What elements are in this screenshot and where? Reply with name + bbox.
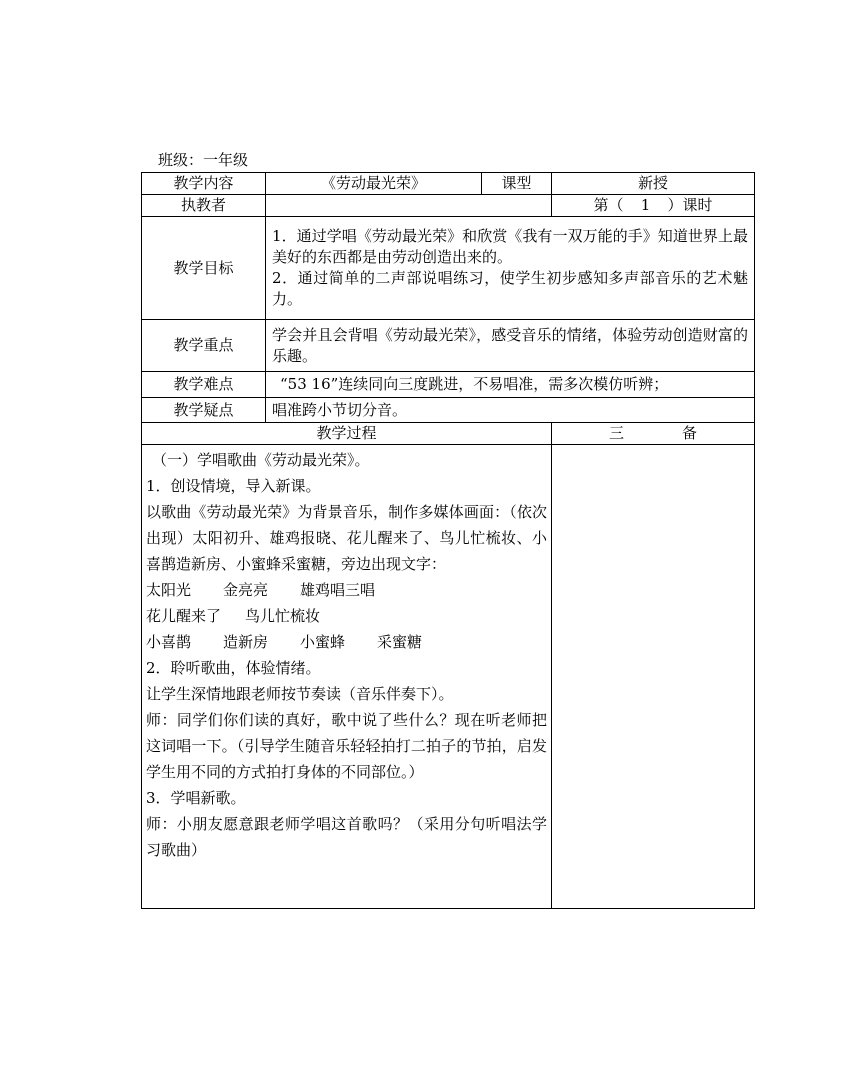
process-body (142, 445, 552, 909)
goals-text (266, 217, 755, 320)
step-2-teacher: 师：同学们你们读的真好，歌中说了些什么？现在听老师把这词唱一下。（引导学生随音乐轻轻拍打二拍子的节拍，启发学生用不同的方式拍打身体的不同部位。） (146, 711, 547, 781)
word: 花儿醒来了 (146, 607, 222, 625)
type-value: 新授 (552, 173, 755, 195)
period-cell (552, 195, 755, 217)
class-label: 班级：一年级 (158, 151, 249, 169)
words-row-3 (146, 629, 547, 655)
row-key-points (142, 320, 755, 372)
notes-header-2: 备 (682, 424, 698, 442)
period-suffix: ）课时 (667, 196, 713, 214)
row-teacher (142, 195, 755, 217)
word: 金亮亮 (223, 581, 269, 599)
step-2-desc: 让学生深情地跟老师按节奏读（音乐伴奏下）。 (146, 685, 454, 703)
process-header: 教学过程 (142, 423, 552, 445)
goals-label: 教学目标 (142, 217, 266, 320)
teacher-value (266, 195, 552, 217)
row-doubts (142, 398, 755, 423)
word: 采蜜糖 (377, 633, 423, 651)
words-row-1 (146, 577, 547, 603)
row-difficulties (142, 372, 755, 398)
word: 小喜鹊 (146, 633, 192, 651)
step-2: 2．聆听歌曲，体验情绪。 (146, 659, 321, 677)
doubts-label: 教学疑点 (142, 398, 266, 423)
row-process-header (142, 423, 755, 445)
notes-header (552, 423, 755, 445)
content-label: 教学内容 (142, 173, 266, 195)
notes-header-1: 三 (608, 424, 624, 442)
lesson-plan-table (141, 172, 755, 909)
words-row-2 (146, 603, 547, 629)
teacher-label: 执教者 (142, 195, 266, 217)
difficulties-label: 教学难点 (142, 372, 266, 398)
row-goals (142, 217, 755, 320)
doubts-text: 唱准跨小节切分音。 (266, 398, 755, 423)
section-title: （一）学唱歌曲《劳动最光荣》。 (152, 451, 370, 469)
period-prefix: 第（ (593, 196, 624, 214)
word: 小蜜蜂 (300, 633, 346, 651)
word: 鸟儿忙梳妆 (245, 607, 321, 625)
key-points-text: 学会并且会背唱《劳动最光荣》，感受音乐的情绪，体验劳动创造财富的乐趣。 (266, 320, 755, 372)
step-1-desc: 以歌曲《劳动最光荣》为背景音乐，制作多媒体画面：（依次出现）太阳初升、雄鸡报晓、花儿醒来了、鸟儿忙梳妆、小喜鹊造新房、小蜜蜂采蜜糖，旁边出现文字： (146, 503, 547, 573)
word: 雄鸡唱三唱 (300, 581, 376, 599)
word: 太阳光 (146, 581, 192, 599)
type-label: 课型 (482, 173, 552, 195)
row-content (142, 173, 755, 195)
word: 造新房 (223, 633, 269, 651)
notes-body (552, 445, 755, 909)
period-number: 1 (640, 196, 651, 214)
goal-item: 2．通过简单的二声部说唱练习，使学生初步感知多声部音乐的艺术魅力。 (272, 269, 749, 308)
step-1: 1．创设情境，导入新课。 (146, 477, 321, 495)
content-value: 《劳动最光荣》 (266, 173, 482, 195)
key-points-label: 教学重点 (142, 320, 266, 372)
step-3: 3．学唱新歌。 (146, 789, 246, 807)
goal-item: 1．通过学唱《劳动最光荣》和欣赏《我有一双万能的手》知道世界上最美好的东西都是由劳动创造出来的。 (272, 227, 749, 266)
step-3-teacher: 师：小朋友愿意跟老师学唱这首歌吗？（采用分句听唱法学习歌曲） (146, 815, 547, 859)
difficulties-text: “53 16”连续同向三度跳进，不易唱准，需多次模仿听辨； (266, 372, 755, 398)
row-process (142, 445, 755, 909)
